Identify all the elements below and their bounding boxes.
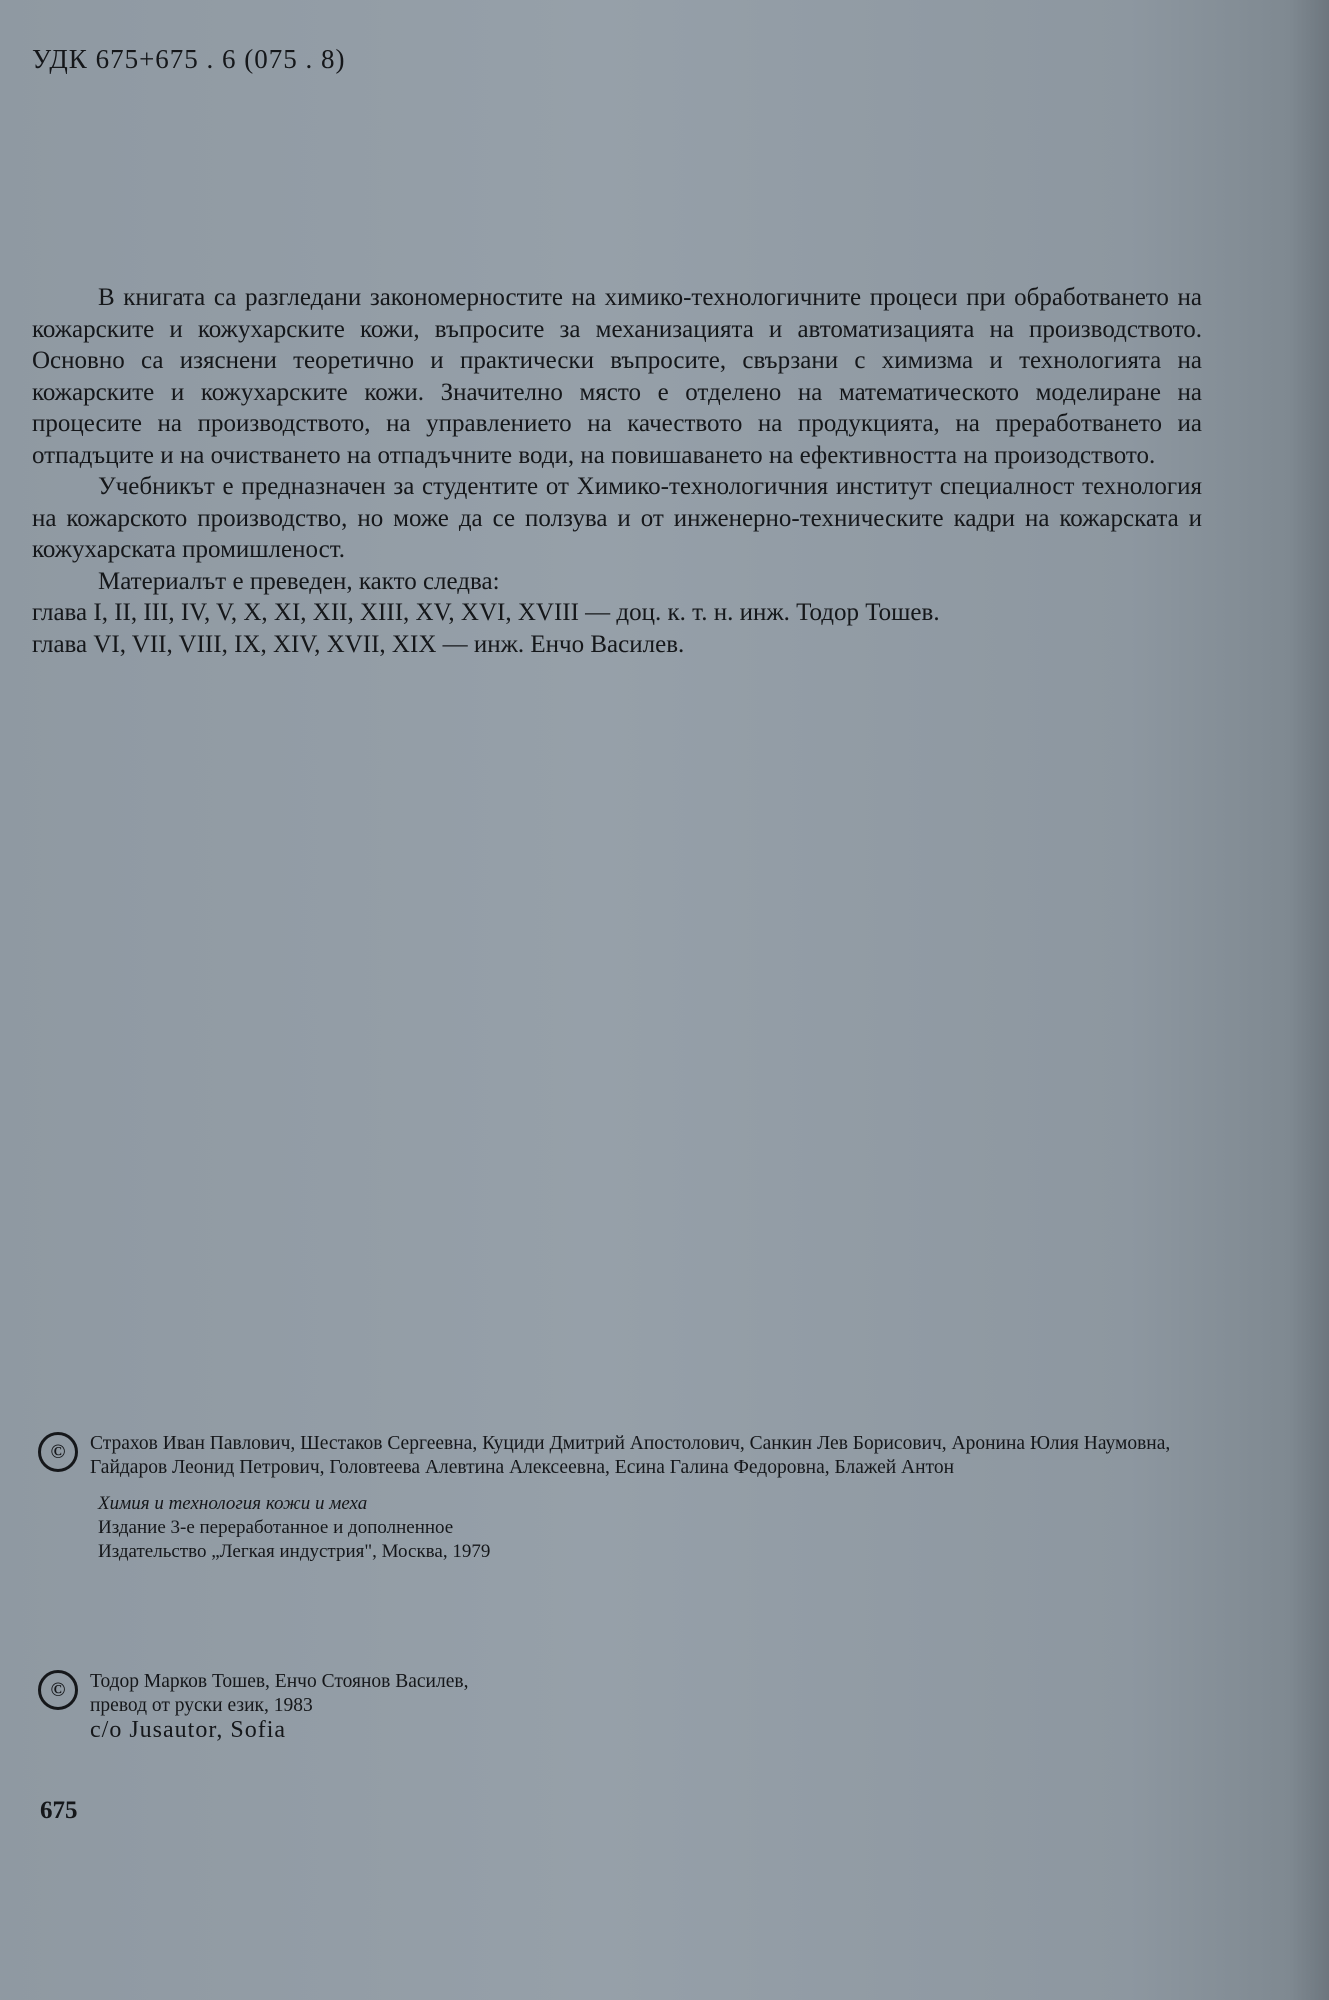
original-book-info [98,1492,1218,1564]
translator-credit-1: глава I, II, III, IV, V, X, XI, XII, XIII, XV, XVI, XVIII — доц. к. т. н. инж. Тодор Тошев. [32,599,940,626]
page-code: 675 [40,1797,78,1824]
translation-note: превод от руски език, 1983 [90,1695,313,1716]
translators-names: Тодор Марков Тошев, Енчо Стоянов Василев, [90,1671,469,1692]
original-copyright-block [38,1432,1218,1564]
copyright-icon: © [38,1432,78,1472]
translator-credit-2: глава VI, VII, VIII, IX, XIV, XVII, XIX — инж. Енчо Василев. [32,630,685,658]
copyright-icon: © [38,1670,78,1710]
original-authors: Страхов Иван Павлович, Шестаков Сергеевна, Куциди Дмитрий Апостолович, Санкин Лев Борисович, Аронина Юлия Наумовна, Гайдаров Леонид Петрович, Головтеева Алевтина Алексеевна, Есина Галина Федоровна, Блажей Антон [90,1433,1171,1478]
abstract-paragraph-2: Учебникът е предназначен за студентите от Химико-технологичния институт специалност технология на кожарското производство, но може да се ползува и от инженерно-техническите кадри на кожарската и кожухарската промишленост. [32,473,1202,563]
udk-classification: УДК 675+675 . 6 (075 . 8) [32,44,346,74]
translation-intro: Материалът е преведен, както следва: [98,567,500,595]
original-publisher: Издательство „Легкая индустрия", Москва, 1979 [98,1541,491,1562]
original-title: Химия и технология кожи и меха [98,1493,368,1514]
abstract-paragraph-1: В книгата са разгледани закономерностите на химико-технологичните процеси при обработването на кожарските и кожухарските кожи, въпросите за механизацията и автоматизацията на производството. Основно са изяснени теоретично и практически въпросите, свързани с химизма и технологията на кожарските и кожухарските кожи. Значително място е отделено на математическото моделиране на процесите на производството, на управлението на качеството на продукцията, на преработването иа отпадъците и на очистването на отпадъчните води, на повишаването на ефективността на произодството. [32,284,1202,469]
rights-agency: c/o Jusautor, Sofia [90,1717,287,1743]
abstract-block [32,282,1202,660]
original-edition: Издание 3-е переработанное и дополненное [98,1517,454,1538]
translation-copyright-block [38,1670,1218,1742]
